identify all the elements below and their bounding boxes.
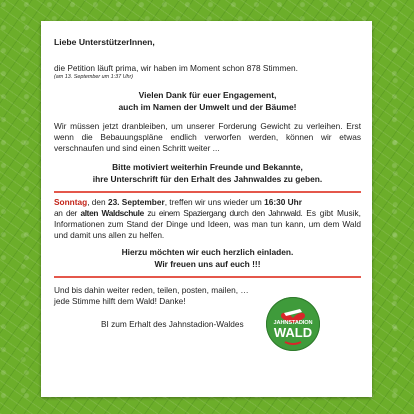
motivate-heading: [54, 162, 361, 185]
thanks-line-2: auch im Namen der Umwelt und der Bäume!: [118, 101, 297, 112]
logo-line-2: WALD: [273, 325, 313, 340]
signature: BI zum Erhalt des Jahnstadion-Waldes: [101, 319, 244, 329]
thanks-line-1: Vielen Dank für euer Engagement,: [138, 90, 277, 100]
event-paragraph: [54, 197, 361, 241]
logo-line-1: JAHNSTADION: [273, 320, 313, 326]
event-place: alten Waldschule: [80, 208, 144, 218]
invite-line-1: Hierzu möchten wir euch herzlich einladen.: [121, 247, 294, 257]
motivate-line-2: ihre Unterschrift für den Erhalt des Jahnwaldes zu geben.: [92, 173, 323, 184]
event-text-post: zu einem Spaziergang durch den Jahnwald.: [143, 208, 303, 218]
event-date: 23. September: [107, 197, 165, 207]
event-text-pre: an der: [54, 208, 81, 218]
jahnstadion-wald-logo: [266, 297, 320, 351]
letter-card: [41, 21, 372, 397]
divider-bottom: [54, 276, 361, 278]
closing-line-1: Und bis dahin weiter reden, teilen, posten, mailen, …: [54, 285, 249, 295]
intro-timestamp-note: (am 13. September um 1:37 Uhr): [54, 74, 134, 80]
invite-heading: [54, 247, 361, 270]
event-rest: Es gibt Musik, Informationen zum Stand der Dinge und Ideen, was man tun kann, um dem Wald und damit uns allen zu helfen.: [54, 208, 361, 240]
event-time: 16:30 Uhr: [264, 197, 302, 207]
greeting: Liebe UnterstützerInnen,: [54, 37, 155, 47]
event-text-sep: , den: [87, 197, 108, 207]
motivate-line-1: Bitte motiviert weiterhin Freunde und Bekannte,: [112, 162, 303, 172]
thanks-heading: [54, 90, 361, 113]
event-day: Sonntag: [54, 197, 88, 207]
intro-text: die Petition läuft prima, wir haben im Moment schon 878 Stimmen.: [54, 63, 298, 73]
body-paragraph: Wir müssen jetzt dranbleiben, um unserer Forderung Gewicht zu verleihen. Erst wenn die Bebauungspläne endlich verworfen werden, können wir etwas verschnaufen und sind einen Schritt weiter ...: [54, 121, 361, 153]
divider-top: [54, 191, 361, 193]
event-text-mid: , treffen wir uns wieder um: [164, 197, 265, 207]
closing-line-2: jede Stimme hilft dem Wald! Danke!: [54, 296, 186, 306]
event-line-2: [54, 208, 302, 218]
invite-line-2: Wir freuen uns auf euch !!!: [154, 258, 261, 269]
